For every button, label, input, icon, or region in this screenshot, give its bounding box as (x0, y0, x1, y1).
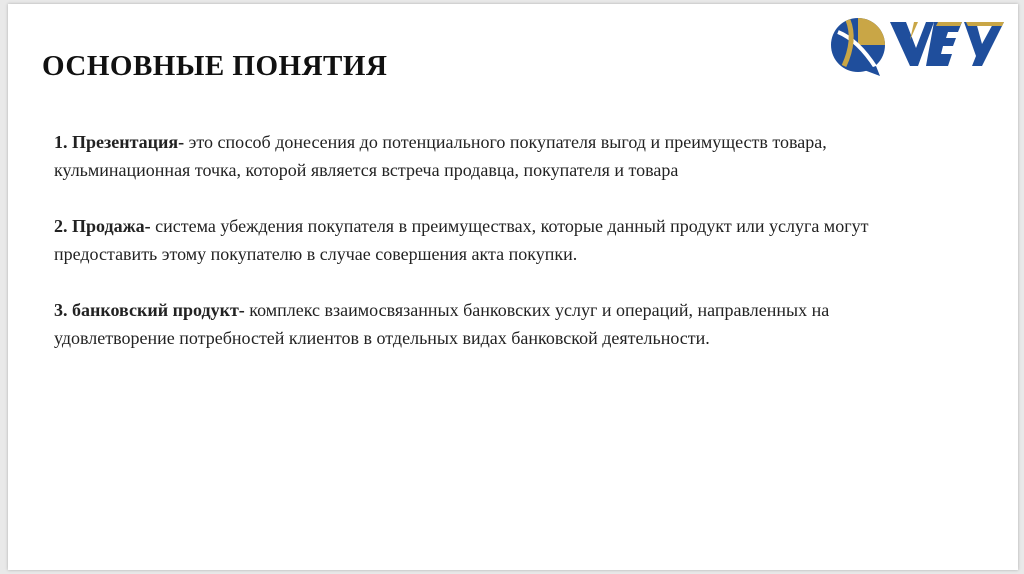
term-label: 1. Презентация- (54, 132, 185, 152)
term-label: 3. банковский продукт- (54, 300, 245, 320)
definition-text: комплекс взаимосвязанных банковских услуг и операций, направленных на удовлетворение потребностей клиентов в отдельных видах банковской деятельности. (54, 300, 830, 348)
definition-bank-product (54, 296, 954, 352)
definition-text: система убеждения покупателя в преимуществах, которые данный продукт или услуга могут предоставить этому покупателю в случае совершения акта покупки. (54, 216, 869, 264)
definition-text: это способ донесения до потенциального покупателя выгод и преимуществ товара, кульминационная точка, которой является встреча продавца, покупателя и товара (54, 132, 827, 180)
definitions (54, 128, 954, 380)
university-logo-icon (826, 10, 1006, 80)
slide-title: ОСНОВНЫЕ ПОНЯТИЯ (42, 50, 388, 82)
definition-sale (54, 212, 954, 268)
definition-presentation (54, 128, 954, 184)
slide (8, 4, 1018, 570)
term-label: 2. Продажа- (54, 216, 151, 236)
